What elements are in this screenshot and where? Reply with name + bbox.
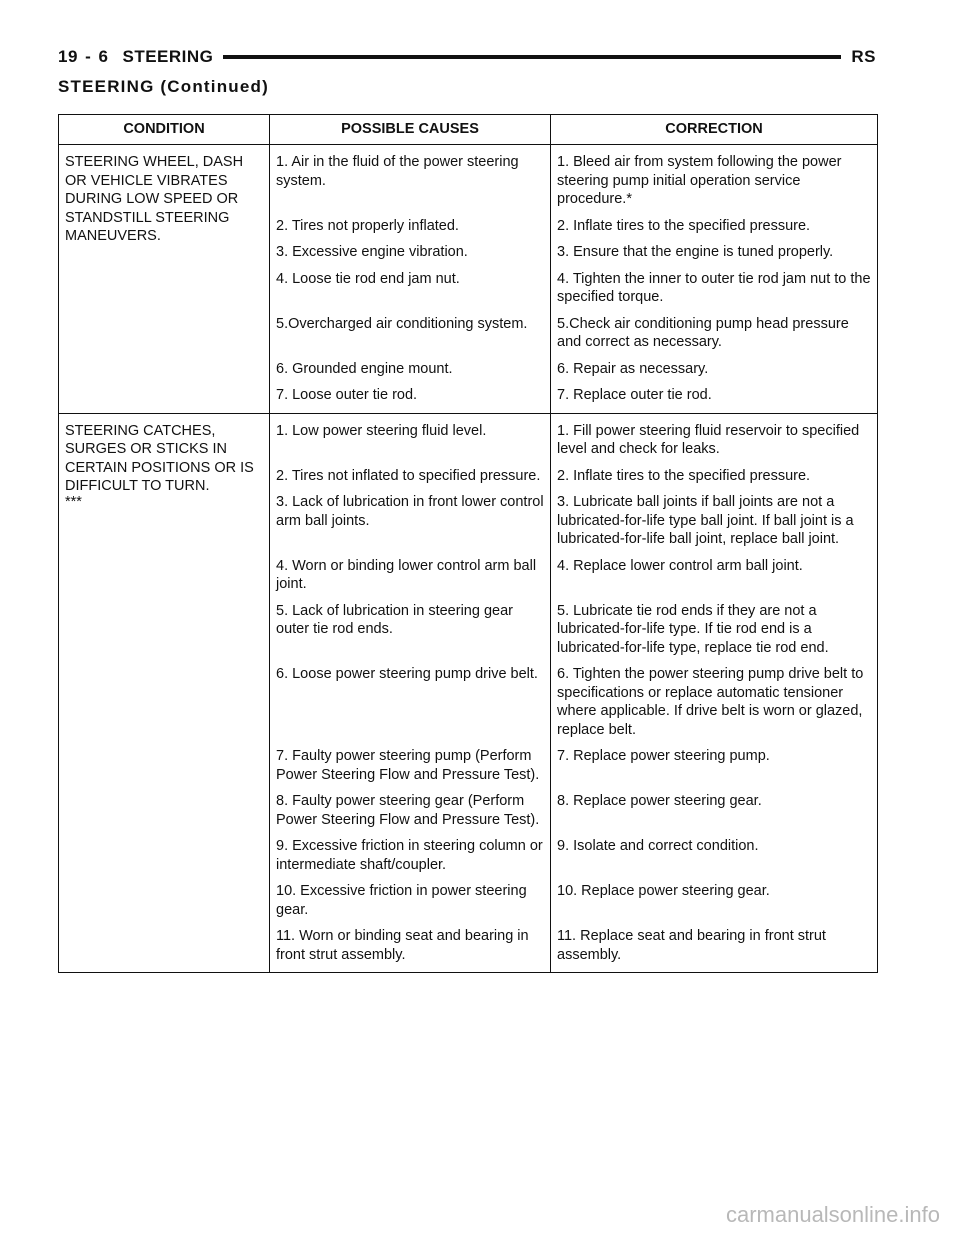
header-rule: [223, 55, 841, 59]
cause-cell: 5.Overcharged air conditioning system.: [270, 315, 551, 360]
column-header-condition: CONDITION: [59, 115, 270, 145]
correction-cell: 7. Replace power steering pump.: [551, 747, 878, 792]
cause-cell: 2. Tires not inflated to specified pressure.: [270, 467, 551, 494]
page-number: 19 - 6: [58, 47, 109, 66]
correction-cell: 5.Check air conditioning pump head pressure and correct as necessary.: [551, 315, 878, 360]
correction-cell: 5. Lubricate tie rod ends if they are not a lubricated-for-life type. If tie rod end is a lubricated-for-life type, replace tie rod end.: [551, 602, 878, 666]
cause-cell: 9. Excessive friction in steering column or intermediate shaft/coupler.: [270, 837, 551, 882]
correction-cell: 1. Bleed air from system following the power steering pump initial operation service procedure.*: [551, 145, 878, 217]
watermark: carmanualsonline.info: [725, 1202, 940, 1227]
correction-cell: 3. Lubricate ball joints if ball joints are not a lubricated-for-life type ball joint. If ball joint is a lubricated-for-life ball joint, replace ball joint.: [551, 493, 878, 557]
table-row: [59, 413, 878, 467]
cause-cell: 1. Air in the fluid of the power steering system.: [270, 145, 551, 217]
column-header-causes: POSSIBLE CAUSES: [270, 115, 551, 145]
cause-cell: 4. Loose tie rod end jam nut.: [270, 270, 551, 315]
correction-cell: 3. Ensure that the engine is tuned properly.: [551, 243, 878, 270]
cause-cell: 7. Faulty power steering pump (Perform Power Steering Flow and Pressure Test).: [270, 747, 551, 792]
diagnosis-table: [58, 114, 878, 973]
correction-cell: 7. Replace outer tie rod.: [551, 386, 878, 413]
table-body: [59, 145, 878, 973]
cause-cell: 6. Loose power steering pump drive belt.: [270, 665, 551, 747]
continued-title: STEERING (Continued): [58, 77, 269, 96]
cause-cell: 4. Worn or binding lower control arm ball joint.: [270, 557, 551, 602]
table-header-row: [59, 115, 878, 145]
page-header: [58, 45, 876, 69]
cause-cell: 5. Lack of lubrication in steering gear outer tie rod ends.: [270, 602, 551, 666]
model-code: RS: [851, 47, 876, 66]
correction-cell: 4. Tighten the inner to outer tie rod jam nut to the specified torque.: [551, 270, 878, 315]
cause-cell: 8. Faulty power steering gear (Perform Power Steering Flow and Pressure Test).: [270, 792, 551, 837]
cause-cell: 2. Tires not properly inflated.: [270, 217, 551, 244]
condition-text: STEERING CATCHES, SURGES OR STICKS IN CERTAIN POSITIONS OR IS DIFFICULT TO TURN.: [65, 422, 254, 494]
condition-cell: [59, 413, 270, 973]
correction-cell: 6. Repair as necessary.: [551, 360, 878, 387]
correction-cell: 6. Tighten the power steering pump drive belt to specifications or replace automatic tensioner where applicable. If drive belt is worn or glazed, replace belt.: [551, 665, 878, 747]
cause-cell: 7. Loose outer tie rod.: [270, 386, 551, 413]
cause-cell: 10. Excessive friction in power steering gear.: [270, 882, 551, 927]
column-header-correction: CORRECTION: [551, 115, 878, 145]
correction-cell: 4. Replace lower control arm ball joint.: [551, 557, 878, 602]
condition-cell: [59, 145, 270, 414]
correction-cell: 11. Replace seat and bearing in front strut assembly.: [551, 927, 878, 973]
correction-cell: 10. Replace power steering gear.: [551, 882, 878, 927]
correction-cell: 2. Inflate tires to the specified pressure.: [551, 217, 878, 244]
table-row: [59, 145, 878, 217]
cause-cell: 3. Lack of lubrication in front lower control arm ball joints.: [270, 493, 551, 557]
correction-cell: 9. Isolate and correct condition.: [551, 837, 878, 882]
correction-cell: 8. Replace power steering gear.: [551, 792, 878, 837]
correction-cell: 1. Fill power steering fluid reservoir to specified level and check for leaks.: [551, 413, 878, 467]
cause-cell: 1. Low power steering fluid level.: [270, 413, 551, 467]
cause-cell: 3. Excessive engine vibration.: [270, 243, 551, 270]
cause-cell: 6. Grounded engine mount.: [270, 360, 551, 387]
condition-text: STEERING WHEEL, DASH OR VEHICLE VIBRATES DURING LOW SPEED OR STANDSTILL STEERING MANEUVERS.: [65, 154, 244, 244]
section-title: STEERING: [122, 47, 214, 66]
correction-cell: 2. Inflate tires to the specified pressure.: [551, 467, 878, 494]
condition-note: ***: [65, 493, 82, 510]
cause-cell: 11. Worn or binding seat and bearing in front strut assembly.: [270, 927, 551, 973]
